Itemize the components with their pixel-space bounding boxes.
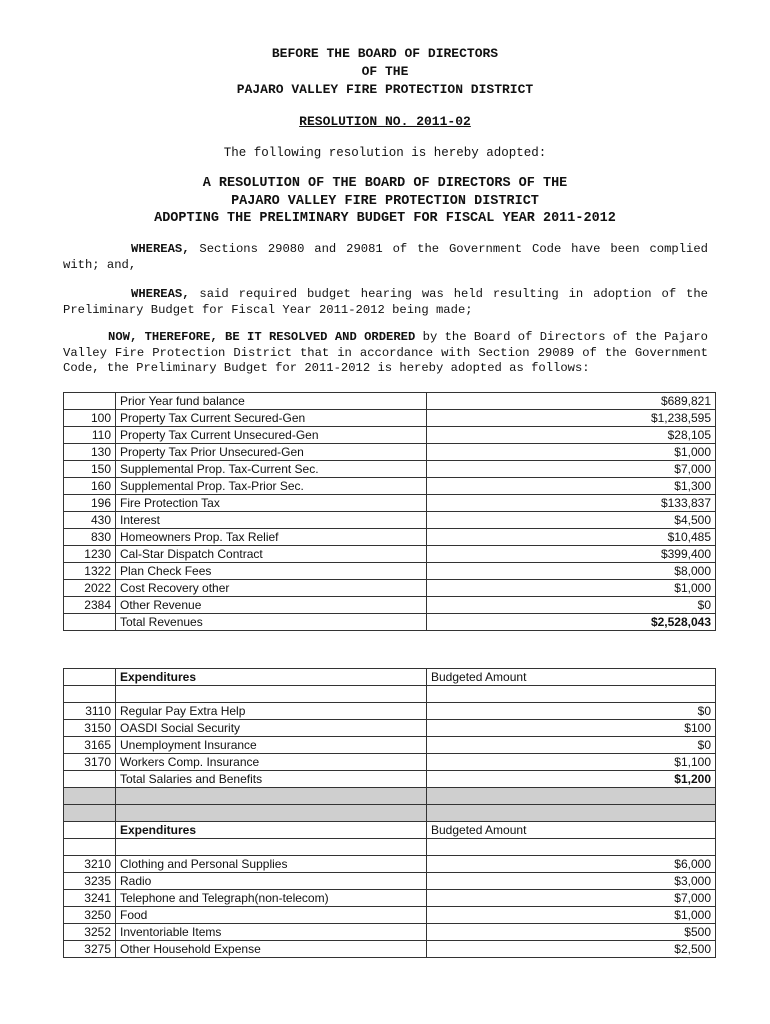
amount-cell: $3,000 xyxy=(427,873,716,890)
code-cell: 3275 xyxy=(64,941,116,958)
amount-cell: $1,100 xyxy=(427,754,716,771)
amount-cell: $28,105 xyxy=(427,427,716,444)
code-cell: 430 xyxy=(64,512,116,529)
whereas-paragraph-1 xyxy=(63,242,708,273)
description-cell: Plan Check Fees xyxy=(116,563,427,580)
amount-cell: $1,000 xyxy=(427,907,716,924)
table-row xyxy=(64,495,716,512)
description-cell: Inventoriable Items xyxy=(116,924,427,941)
title-line-1: A RESOLUTION OF THE BOARD OF DIRECTORS OF THE xyxy=(202,176,568,191)
table-row xyxy=(64,427,716,444)
code-cell: 3252 xyxy=(64,924,116,941)
total-revenues-amount: $2,528,043 xyxy=(427,614,716,631)
header-line-2: OF THE xyxy=(361,64,409,79)
code-cell: 3170 xyxy=(64,754,116,771)
whereas-2-lead: WHEREAS, xyxy=(131,287,190,301)
description-cell: Fire Protection Tax xyxy=(116,495,427,512)
description-cell: Cal-Star Dispatch Contract xyxy=(116,546,427,563)
resolution-title xyxy=(0,175,770,228)
code-cell: 130 xyxy=(64,444,116,461)
description-cell: Supplemental Prop. Tax-Current Sec. xyxy=(116,461,427,478)
amount-cell: $1,300 xyxy=(427,478,716,495)
code-cell: 3235 xyxy=(64,873,116,890)
now-therefore-paragraph xyxy=(63,330,708,377)
expenditures-heading: Expenditures xyxy=(116,669,427,686)
table-row xyxy=(64,788,716,805)
code-cell: 3150 xyxy=(64,720,116,737)
expenditures-table-1 xyxy=(63,668,716,958)
code-cell: 110 xyxy=(64,427,116,444)
code-cell: 100 xyxy=(64,410,116,427)
table-row xyxy=(64,805,716,822)
table-row xyxy=(64,907,716,924)
title-line-3: ADOPTING THE PRELIMINARY BUDGET FOR FISCAL YEAR 2011-2012 xyxy=(154,211,616,226)
amount-cell: $133,837 xyxy=(427,495,716,512)
table-row xyxy=(64,563,716,580)
amount-cell: $1,238,595 xyxy=(427,410,716,427)
whereas-1-text: Sections 29080 and 29081 of the Government Code have been complied with; and, xyxy=(63,242,708,272)
table-row xyxy=(64,737,716,754)
total-revenues-label: Total Revenues xyxy=(116,614,427,631)
table-row xyxy=(64,686,716,703)
description-cell: Other Revenue xyxy=(116,597,427,614)
code-cell: 2384 xyxy=(64,597,116,614)
description-cell: Prior Year fund balance xyxy=(116,393,427,410)
table-row xyxy=(64,529,716,546)
code-cell: 3250 xyxy=(64,907,116,924)
code-cell: 3165 xyxy=(64,737,116,754)
now-therefore-text: by the Board of Directors of the Pajaro Valley Fire Protection District that in accordance with Section 29089 of the Government Code, the Preliminary Budget for 2011-2012 is hereby adopted as follows: xyxy=(63,330,708,375)
description-cell: Workers Comp. Insurance xyxy=(116,754,427,771)
code-cell xyxy=(64,669,116,686)
amount-cell: $500 xyxy=(427,924,716,941)
table-row xyxy=(64,890,716,907)
description-cell: Food xyxy=(116,907,427,924)
code-cell: 830 xyxy=(64,529,116,546)
code-cell: 3241 xyxy=(64,890,116,907)
table-row xyxy=(64,393,716,410)
amount-cell: $0 xyxy=(427,597,716,614)
code-cell: 1230 xyxy=(64,546,116,563)
table-row xyxy=(64,720,716,737)
table-row xyxy=(64,410,716,427)
amount-cell: $6,000 xyxy=(427,856,716,873)
table-row xyxy=(64,941,716,958)
code-cell: 2022 xyxy=(64,580,116,597)
amount-cell: $689,821 xyxy=(427,393,716,410)
revenues-table xyxy=(63,392,716,631)
adopted-line: The following resolution is hereby adopted: xyxy=(223,146,547,160)
table-row xyxy=(64,924,716,941)
code-cell: 1322 xyxy=(64,563,116,580)
description-cell: OASDI Social Security xyxy=(116,720,427,737)
description-cell: Telephone and Telegraph(non-telecom) xyxy=(116,890,427,907)
description-cell: Other Household Expense xyxy=(116,941,427,958)
table-row xyxy=(64,546,716,563)
table-row xyxy=(64,771,716,788)
amount-cell: $8,000 xyxy=(427,563,716,580)
table-row xyxy=(64,461,716,478)
description-cell: Property Tax Prior Unsecured-Gen xyxy=(116,444,427,461)
code-cell: 196 xyxy=(64,495,116,512)
budgeted-amount-heading: Budgeted Amount xyxy=(427,822,716,839)
table-row xyxy=(64,669,716,686)
table-row xyxy=(64,444,716,461)
amount-cell: $2,500 xyxy=(427,941,716,958)
now-therefore-lead: NOW, THEREFORE, BE IT RESOLVED AND ORDERED xyxy=(108,330,416,344)
amount-cell: $4,500 xyxy=(427,512,716,529)
description-cell: Regular Pay Extra Help xyxy=(116,703,427,720)
code-cell: 150 xyxy=(64,461,116,478)
description-cell: Radio xyxy=(116,873,427,890)
table-row xyxy=(64,839,716,856)
amount-cell: $7,000 xyxy=(427,461,716,478)
whereas-2-text: said required budget hearing was held resulting in adoption of the Preliminary Budget for Fiscal Year 2011-2012 being made; xyxy=(63,287,708,317)
description-cell: Property Tax Current Unsecured-Gen xyxy=(116,427,427,444)
amount-cell: $1,000 xyxy=(427,580,716,597)
description-cell: Unemployment Insurance xyxy=(116,737,427,754)
code-cell xyxy=(64,393,116,410)
expenditures-heading: Expenditures xyxy=(116,822,427,839)
description-cell: Interest xyxy=(116,512,427,529)
header-line-3: PAJARO VALLEY FIRE PROTECTION DISTRICT xyxy=(236,82,534,97)
resolution-number xyxy=(0,114,770,129)
amount-cell: $100 xyxy=(427,720,716,737)
table-row xyxy=(64,754,716,771)
amount-cell: $399,400 xyxy=(427,546,716,563)
resolution-number-text: RESOLUTION NO. 2011-02 xyxy=(299,114,471,129)
amount-cell: $7,000 xyxy=(427,890,716,907)
table-row xyxy=(64,580,716,597)
table-row xyxy=(64,703,716,720)
description-cell: Homeowners Prop. Tax Relief xyxy=(116,529,427,546)
table-row xyxy=(64,873,716,890)
table-row xyxy=(64,478,716,495)
description-cell: Cost Recovery other xyxy=(116,580,427,597)
description-cell: Clothing and Personal Supplies xyxy=(116,856,427,873)
table-row xyxy=(64,597,716,614)
whereas-paragraph-2 xyxy=(63,287,708,318)
header-line-1: BEFORE THE BOARD OF DIRECTORS xyxy=(271,46,499,61)
code-cell: 160 xyxy=(64,478,116,495)
code-cell: 3210 xyxy=(64,856,116,873)
table-row xyxy=(64,856,716,873)
whereas-1-lead: WHEREAS, xyxy=(131,242,190,256)
amount-cell: $0 xyxy=(427,703,716,720)
description-cell: Supplemental Prop. Tax-Prior Sec. xyxy=(116,478,427,495)
budgeted-amount-heading: Budgeted Amount xyxy=(427,669,716,686)
total-salaries-label: Total Salaries and Benefits xyxy=(116,771,427,788)
table-row xyxy=(64,822,716,839)
description-cell: Property Tax Current Secured-Gen xyxy=(116,410,427,427)
code-cell: 3110 xyxy=(64,703,116,720)
table-row xyxy=(64,614,716,631)
amount-cell: $10,485 xyxy=(427,529,716,546)
total-salaries-amount: $1,200 xyxy=(427,771,716,788)
table-row xyxy=(64,512,716,529)
amount-cell: $0 xyxy=(427,737,716,754)
amount-cell: $1,000 xyxy=(427,444,716,461)
title-line-2: PAJARO VALLEY FIRE PROTECTION DISTRICT xyxy=(231,193,539,209)
